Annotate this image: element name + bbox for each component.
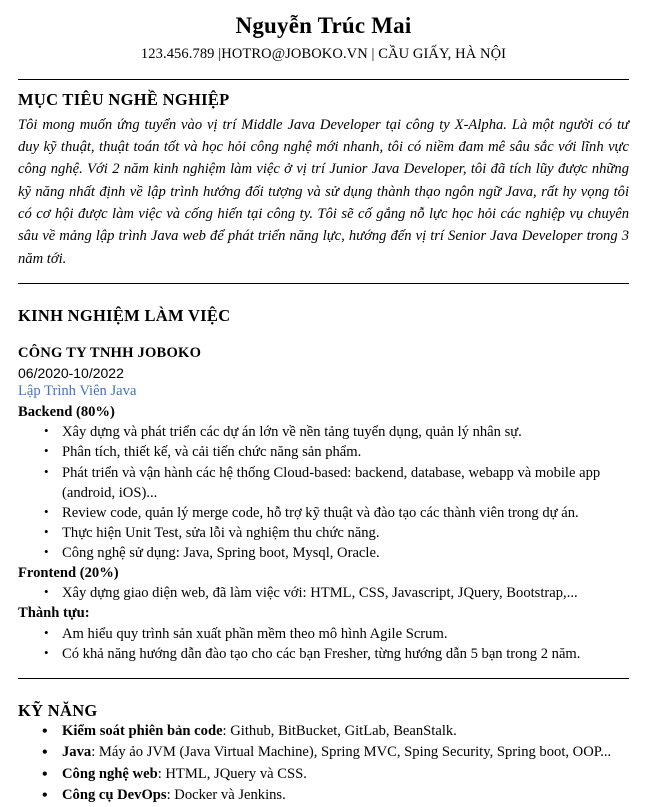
contact-line: 123.456.789 |HOTRO@JOBOKO.VN | CẦU GIẤY, HÀ NỘI (140, 45, 507, 62)
frontend-label: Frontend (20%) (18, 565, 119, 582)
company-name: CÔNG TY TNHH JOBOKO (18, 344, 202, 361)
skill-label: Công nghệ web (62, 765, 158, 782)
achievements-bullet-list (18, 624, 629, 664)
skill-value: : Github, BitBucket, GitLab, BeanStalk. (222, 722, 457, 739)
skill-label: Kiểm soát phiên bản code (62, 722, 223, 739)
list-item (18, 721, 629, 742)
skill-label: Công cụ DevOps (62, 787, 167, 804)
list-item: • Thực hiện Unit Test, sửa lỗi và nghiệm thu chức năng. (18, 523, 629, 543)
cv-page (0, 12, 647, 804)
objective-paragraph: Tôi mong muốn ứng tuyển vào vị trí Middle Java Developer tại công ty X-Alpha. Là một người có tư duy kỹ thuật, thuật toán tốt và học hỏi công nghệ mới nhanh, tôi có niềm đam mê sâu sắc với lĩnh vực công nghệ. Với 2 năm kinh nghiệm làm việc ở vị trí Junior Java Developer, tôi đã tích lũy được những kỹ năng nhất định về lập trình hướng đối tượng và sử dụng thành thạo ngôn ngữ Java, rất hy vọng tôi có cơ hội được làm việc và cống hiến tại công ty. Tôi sẽ cố gắng nỗ lực học hỏi các nghiệp vụ chuyên sâu về mảng lập trình Java web để phát triển năng lực, hướng đến vị trí Senior Java Developer trong 3 năm tới. (18, 116, 629, 267)
employment-dates: 06/2020-10/2022 (18, 364, 124, 381)
skills-bullet-list (18, 721, 629, 807)
list-item: • Xây dựng giao diện web, đã làm việc với: HTML, CSS, Javascript, JQuery, Bootstrap,... (18, 583, 629, 603)
candidate-name: Nguyễn Trúc Mai (235, 13, 412, 38)
skill-value: : HTML, JQuery và CSS. (157, 765, 307, 782)
list-item: • Phát triển và vận hành các hệ thống Cloud-based: backend, database, webapp và mobile app (android, iOS)... (18, 463, 629, 503)
skill-label: Java (62, 744, 92, 761)
list-item: • Xây dựng và phát triển các dự án lớn về nền tảng tuyển dụng, quản lý nhân sự. (18, 422, 629, 442)
section-heading-skills: KỸ NĂNG (18, 700, 98, 720)
divider-header (18, 79, 629, 80)
list-item (18, 742, 629, 763)
list-item: • Công nghệ sử dụng: Java, Spring boot, Mysql, Oracle. (18, 543, 629, 563)
skill-value: : Máy ảo JVM (Java Virtual Machine), Spring MVC, Sping Security, Spring boot, OOP... (91, 744, 612, 761)
list-item (18, 785, 629, 806)
section-heading-experience: KINH NGHIỆM LÀM VIỆC (18, 305, 231, 325)
list-item: • Phân tích, thiết kế, và cải tiến chức năng sản phẩm. (18, 442, 629, 462)
backend-bullet-list (18, 422, 629, 563)
divider-skills (18, 678, 629, 679)
frontend-bullet-list (18, 583, 629, 603)
list-item: • Am hiểu quy trình sản xuất phần mềm theo mô hình Agile Scrum. (18, 624, 629, 644)
job-title: Lập Trình Viên Java (18, 383, 137, 400)
backend-label: Backend (80%) (18, 404, 115, 421)
experience-entry (18, 344, 629, 664)
list-item: • Review code, quản lý merge code, hỗ trợ kỹ thuật và đào tạo các thành viên trong dự án. (18, 503, 629, 523)
achievements-label: Thành tựu: (18, 605, 90, 622)
list-item (18, 764, 629, 785)
skill-value: : Docker và Jenkins. (166, 787, 286, 804)
section-heading-objective: MỤC TIÊU NGHỀ NGHIỆP (18, 89, 230, 109)
list-item: • Có khả năng hướng dẫn đào tạo cho các bạn Fresher, từng hướng dẫn 5 bạn trong 2 năm. (18, 644, 629, 664)
divider-experience (18, 283, 629, 284)
